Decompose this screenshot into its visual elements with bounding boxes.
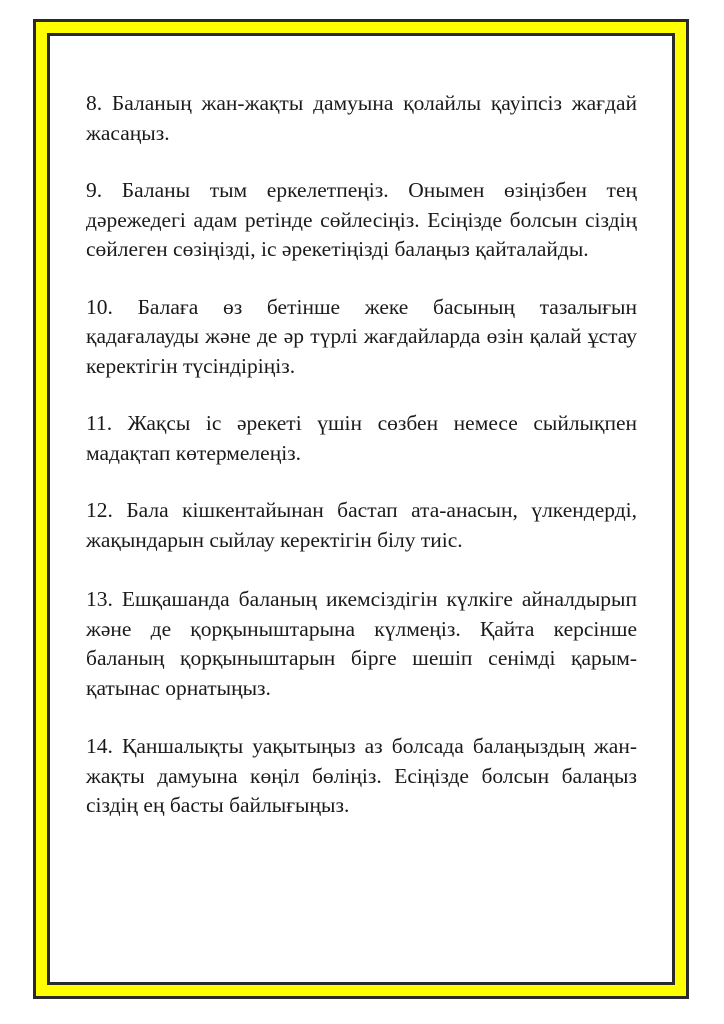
advice-item-13: 13. Ешқашанда баланың икемсіздігін күлкіге айналдырып және де қорқыныштарына күлмеңіз. Қайта керсінше баланың қорқыныштарын бірге шешіп сенімді қарым-қатынас орнатыңыз. bbox=[86, 587, 637, 700]
advice-list bbox=[86, 89, 637, 849]
advice-item-9: 9. Баланы тым еркелетпеңіз. Онымен өзіңізбен тең дәрежедегі адам ретінде сөйлесіңіз. Есіңізде болсын сіздің сөйлеген сөзіңізді, іс әрекетіңізді балаңыз қайталайды. bbox=[86, 178, 637, 261]
advice-item-10: 10. Балаға өз бетінше жеке басының тазалығын қадағалауды және де әр түрлі жағдайларда өзін қалай ұстау керектігін түсіндіріңіз. bbox=[86, 294, 637, 378]
yellow-border-frame bbox=[33, 19, 689, 999]
advice-item-14: 14. Қаншалықты уақытыңыз аз болсада балаңыздың жан-жақты дамуына көңіл бөліңіз. Есіңізде болсын балаңыз сіздің ең басты байлығыңыз. bbox=[86, 734, 637, 817]
advice-item-12: 12. Бала кішкентайынан бастап ата-анасын, үлкендерді, жақындарын сыйлау керектігін білу тиіс. bbox=[86, 498, 637, 552]
text-page bbox=[47, 33, 675, 985]
advice-item-8: 8. Баланың жан-жақты дамуына қолайлы қауіпсіз жағдай жасаңыз. bbox=[86, 91, 637, 145]
advice-item-11: 11. Жақсы іс әрекеті үшін сөзбен немесе сыйлықпен мадақтап көтермелеңіз. bbox=[86, 411, 637, 465]
